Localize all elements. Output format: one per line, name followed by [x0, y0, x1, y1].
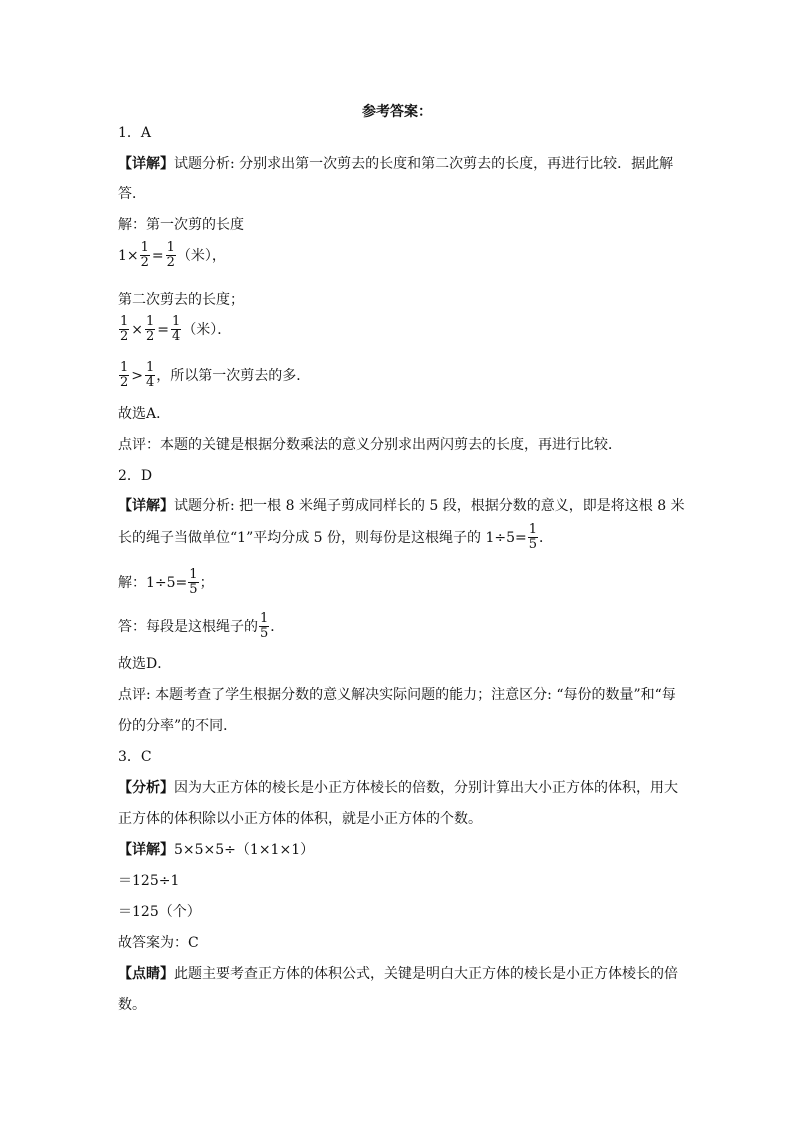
q3-comment-tag: 【点睛】	[118, 966, 174, 982]
q3-detail-text-1: 5×5×5÷（1×1×1）	[174, 842, 315, 858]
q1-eq1-unit: （米），	[176, 247, 226, 264]
q3-detail-line-2: ＝125÷1	[118, 873, 180, 889]
q2-choice: 故选D．	[118, 656, 172, 672]
q1-eq2-times: ×	[131, 321, 144, 338]
q2-analysis-text-2: 长的绳子当做单位“1”平均分成 5 份，则每份是这根绳子的 1÷5=	[118, 529, 527, 546]
q1-analysis-line-2: 答．	[118, 186, 146, 202]
q1-eq1-fraction-a: $\frac{1}{2}$	[140, 240, 149, 270]
q2-answer-fraction: $\frac{1}{5}$	[260, 611, 269, 641]
q3-answer: 3．C	[118, 749, 152, 765]
q1-cmp-text: ，所以第一次剪去的多．	[156, 367, 311, 384]
q1-choice: 故选A．	[118, 406, 171, 422]
q2-analysis-fraction: $\frac{1}{5}$	[528, 522, 538, 552]
q3-analysis-tag: 【分析】	[118, 780, 174, 796]
q2-solution: 解：1÷5= $\frac{1}{5}$ ；	[118, 567, 214, 597]
q3-detail-tag: 【详解】	[118, 842, 174, 858]
q1-detail-tag: 【详解】	[118, 156, 174, 172]
q2-answer-line: 答：每段是这根绳子的 $\frac{1}{5}$ ．	[118, 611, 285, 641]
q2-solution-text: 解：1÷5=	[118, 574, 188, 591]
q2-detail-tag: 【详解】	[118, 498, 174, 514]
q3-comment-text-1: 此题主要考查正方体的体积公式，关键是明白大正方体的棱长是小正方体棱长的倍	[174, 966, 678, 982]
q2-comment-line-2: 份的分率”的不同．	[118, 718, 238, 734]
q3-final-answer: 故答案为：C	[118, 935, 199, 951]
q1-eq2-fraction-c: $\frac{1}{4}$	[172, 314, 181, 344]
q1-eq2-fraction-b: $\frac{1}{2}$	[146, 314, 155, 344]
q2-analysis-line-2: 长的绳子当做单位“1”平均分成 5 份，则每份是这根绳子的 1÷5= $\frac{1}{5}$ ．	[118, 522, 554, 552]
q3-comment-line-1	[118, 965, 678, 983]
q2-answer: 2．D	[118, 468, 153, 484]
q1-answer: 1．A	[118, 125, 152, 141]
q1-equation-2	[118, 315, 231, 344]
q3-analysis-line-2: 正方体的体积除以小正方体的体积，就是小正方体的个数。	[118, 811, 482, 827]
q1-eq1-fraction-b: $\frac{1}{2}$	[166, 240, 175, 270]
q2-answer-text: 答：每段是这根绳子的	[118, 618, 258, 635]
q3-detail-line-3: ＝125（个）	[118, 904, 201, 920]
q3-comment-line-2: 数。	[118, 997, 146, 1013]
q1-second-intro: 第二次剪去的长度；	[118, 292, 244, 308]
q1-cmp-greater: >	[131, 367, 144, 384]
q1-eq2-unit: （米）．	[182, 321, 232, 338]
q1-eq2-fraction-a: $\frac{1}{2}$	[120, 314, 129, 344]
q1-cmp-fraction-a: $\frac{1}{2}$	[120, 360, 129, 390]
q2-comment-line-1: 点评: 本题考查了学生根据分数的意义解决实际问题的能力；注意区分: “每份的数量”和“每	[118, 687, 676, 703]
q1-eq1-equals: =	[151, 247, 164, 264]
q1-solution-intro: 解：第一次剪的长度	[118, 217, 244, 233]
page-title: 参考答案：	[362, 104, 432, 120]
q1-eq2-equals: =	[157, 321, 170, 338]
q2-analysis-line-1	[118, 497, 685, 515]
q2-analysis-text-1: 试题分析: 把一根 8 米绳子剪成同样长的 5 段，根据分数的意义，即是将这根 8 米	[174, 498, 685, 514]
q3-analysis-line-1	[118, 779, 678, 797]
q3-detail-line-1	[118, 841, 314, 859]
q1-comparison	[118, 361, 310, 390]
q3-analysis-text-1: 因为大正方体的棱长是小正方体棱长的倍数，分别计算出大小正方体的体积，用大	[174, 780, 678, 796]
q1-cmp-fraction-b: $\frac{1}{4}$	[146, 360, 155, 390]
q1-comment: 点评：本题的关键是根据分数乘法的意义分别求出两闪剪去的长度，再进行比较．	[118, 437, 622, 453]
q1-analysis-text-1: 试题分析: 分别求出第一次剪去的长度和第二次剪去的长度，再进行比较．据此解	[174, 156, 674, 172]
q1-equation-1	[118, 241, 226, 270]
q1-eq1-lead: 1×	[118, 247, 139, 264]
q1-analysis-line-1	[118, 155, 673, 173]
q2-solution-fraction: $\frac{1}{5}$	[189, 567, 198, 597]
